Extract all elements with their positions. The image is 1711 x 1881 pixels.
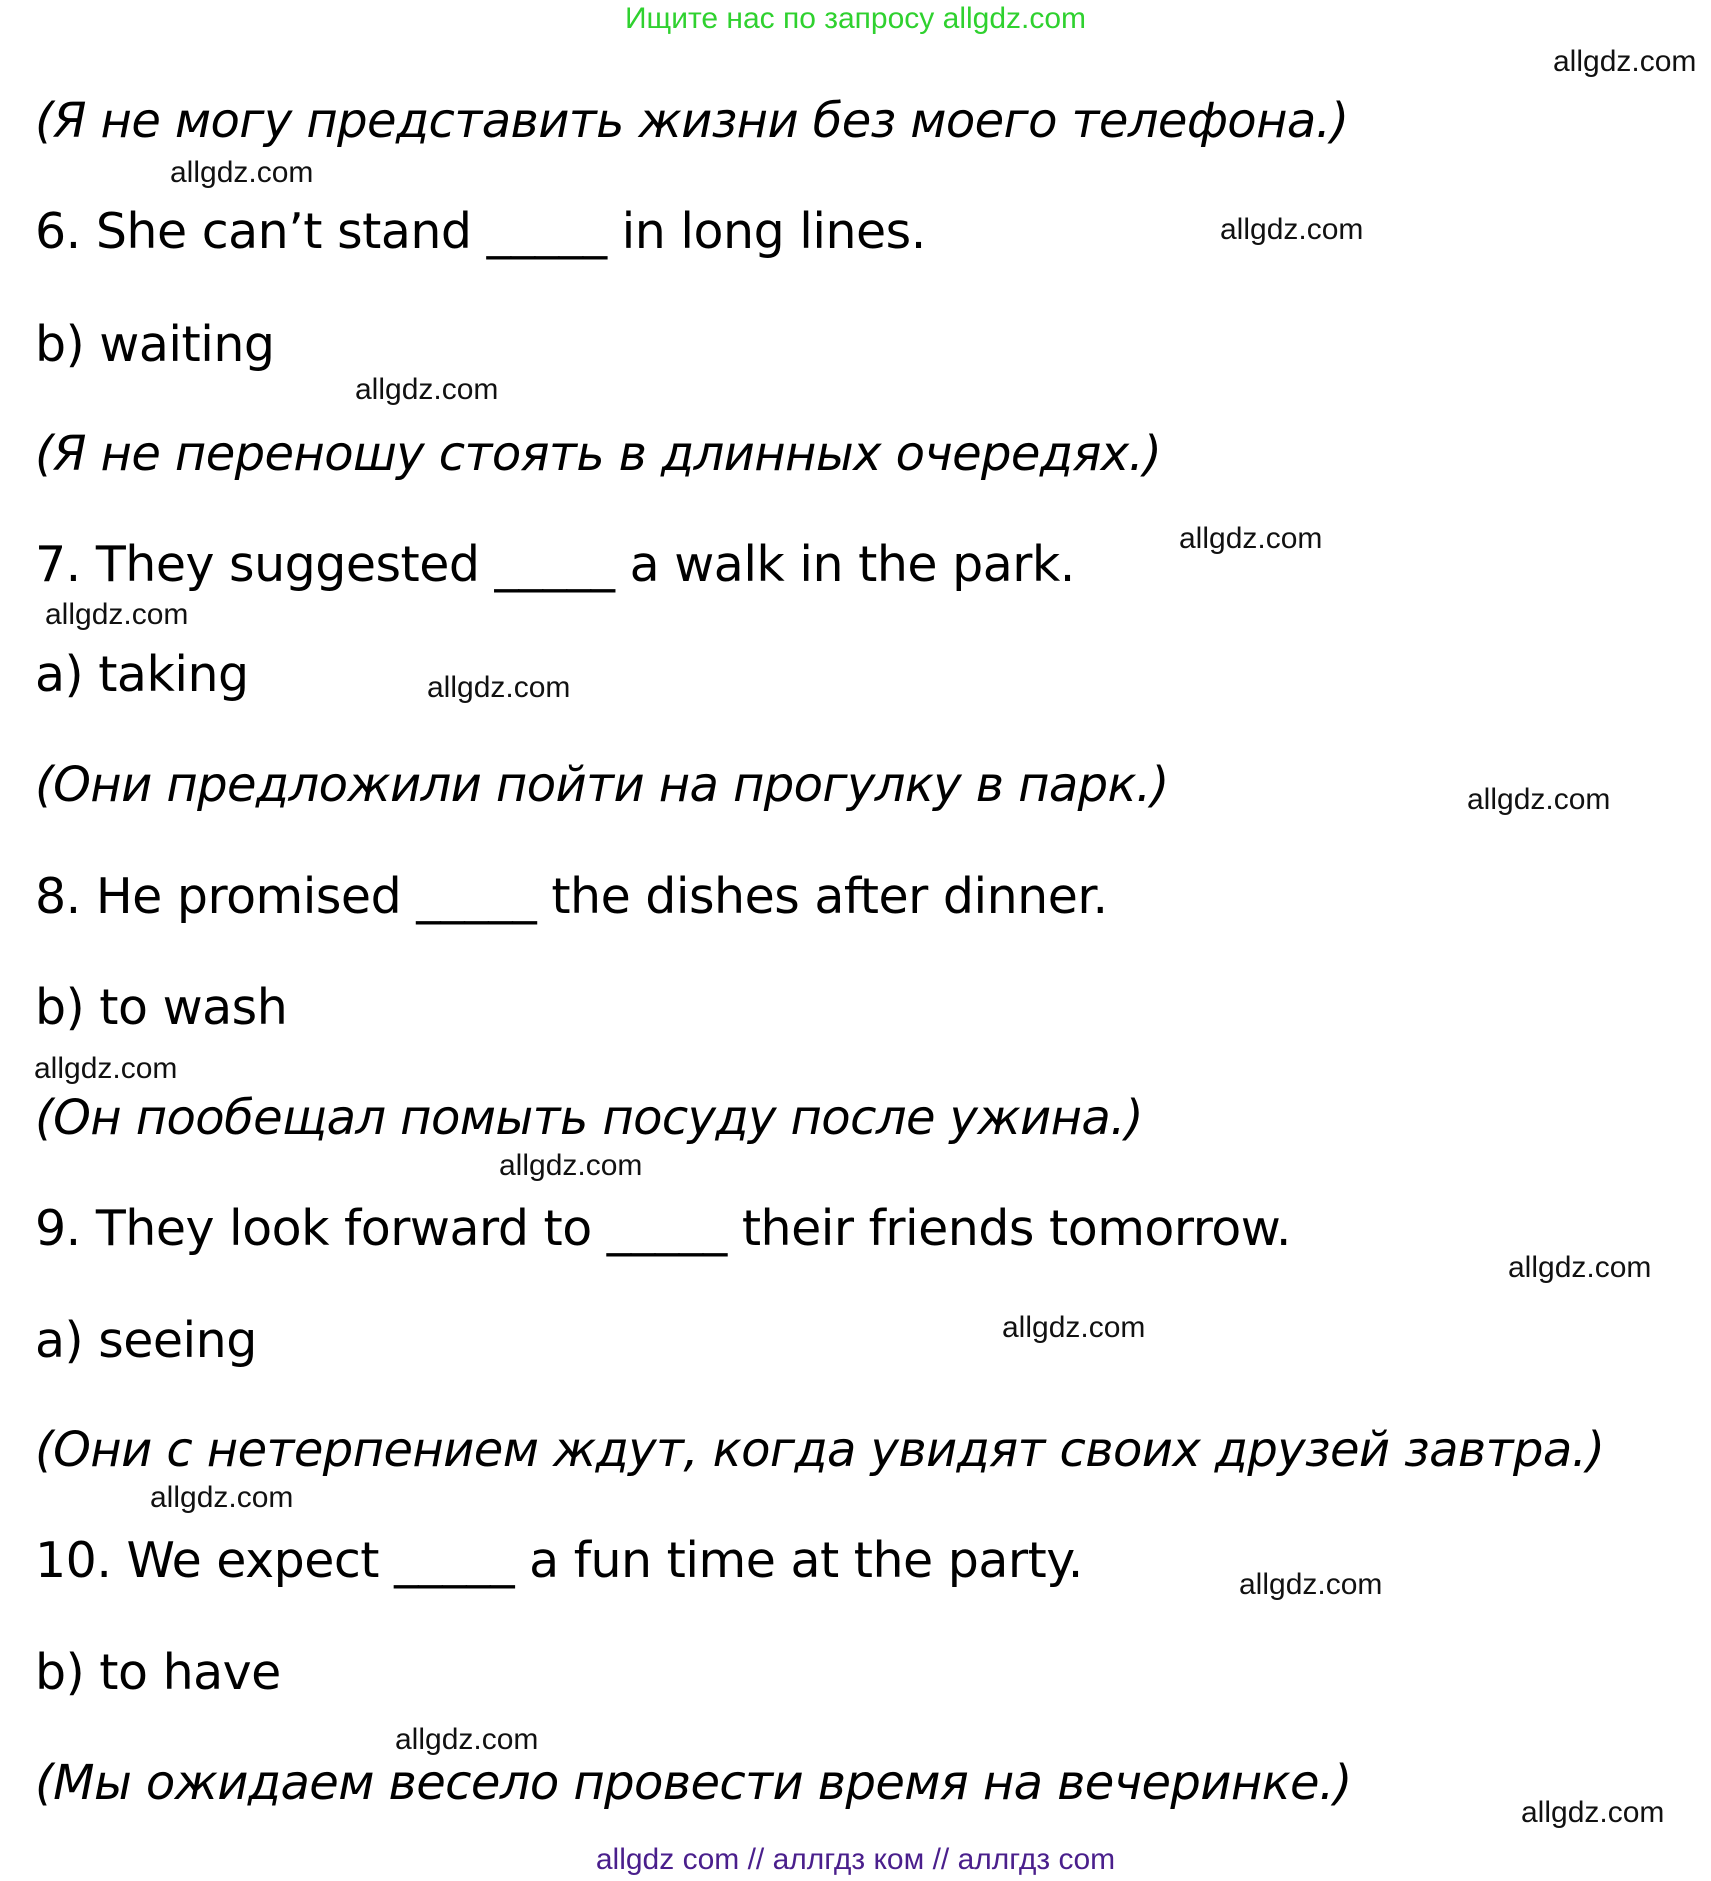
footer-links: allgdz com // аллгдз ком // аллгдз com: [595, 1843, 1116, 1876]
answer-10: b) to have: [35, 1644, 281, 1701]
watermark: allgdz.com: [1179, 522, 1323, 555]
watermark: allgdz.com: [1002, 1311, 1146, 1344]
watermark: allgdz.com: [45, 598, 189, 631]
translation-7: (Они предложили пойти на прогулку в парк.): [35, 757, 1169, 813]
watermark: allgdz.com: [1220, 213, 1364, 246]
question-10: 10. We expect _____ a fun time at the party.: [35, 1532, 1083, 1589]
watermark: allgdz.com: [1239, 1568, 1383, 1601]
translation-10: (Мы ожидаем весело провести время на вечеринке.): [35, 1755, 1352, 1811]
watermark: allgdz.com: [1508, 1251, 1652, 1284]
watermark: allgdz.com: [34, 1052, 178, 1085]
question-6: 6. She can’t stand _____ in long lines.: [35, 203, 926, 260]
translation-6: (Я не переношу стоять в длинных очередях.): [35, 426, 1162, 482]
watermark: allgdz.com: [499, 1149, 643, 1182]
watermark: allgdz.com: [395, 1723, 539, 1756]
question-7: 7. They suggested _____ a walk in the park.: [35, 536, 1075, 593]
question-9: 9. They look forward to _____ their friends tomorrow.: [35, 1200, 1291, 1257]
translation-8: (Он пообещал помыть посуду после ужина.): [35, 1090, 1143, 1146]
watermark: allgdz.com: [150, 1481, 294, 1514]
watermark: allgdz.com: [1467, 783, 1611, 816]
question-8: 8. He promised _____ the dishes after dinner.: [35, 868, 1108, 925]
answer-9: a) seeing: [35, 1312, 257, 1369]
watermark: allgdz.com: [1553, 45, 1697, 78]
watermark: allgdz.com: [355, 373, 499, 406]
answer-7: a) taking: [35, 646, 249, 703]
top-banner: Ищите нас по запросу allgdz.com: [624, 2, 1087, 35]
watermark: allgdz.com: [170, 156, 314, 189]
answer-8: b) to wash: [35, 979, 288, 1036]
translation-5: (Я не могу представить жизни без моего телефона.): [35, 93, 1349, 149]
watermark: allgdz.com: [1521, 1796, 1665, 1829]
watermark: allgdz.com: [427, 671, 571, 704]
answer-6: b) waiting: [35, 316, 275, 373]
translation-9: (Они с нетерпением ждут, когда увидят своих друзей завтра.): [35, 1422, 1605, 1478]
